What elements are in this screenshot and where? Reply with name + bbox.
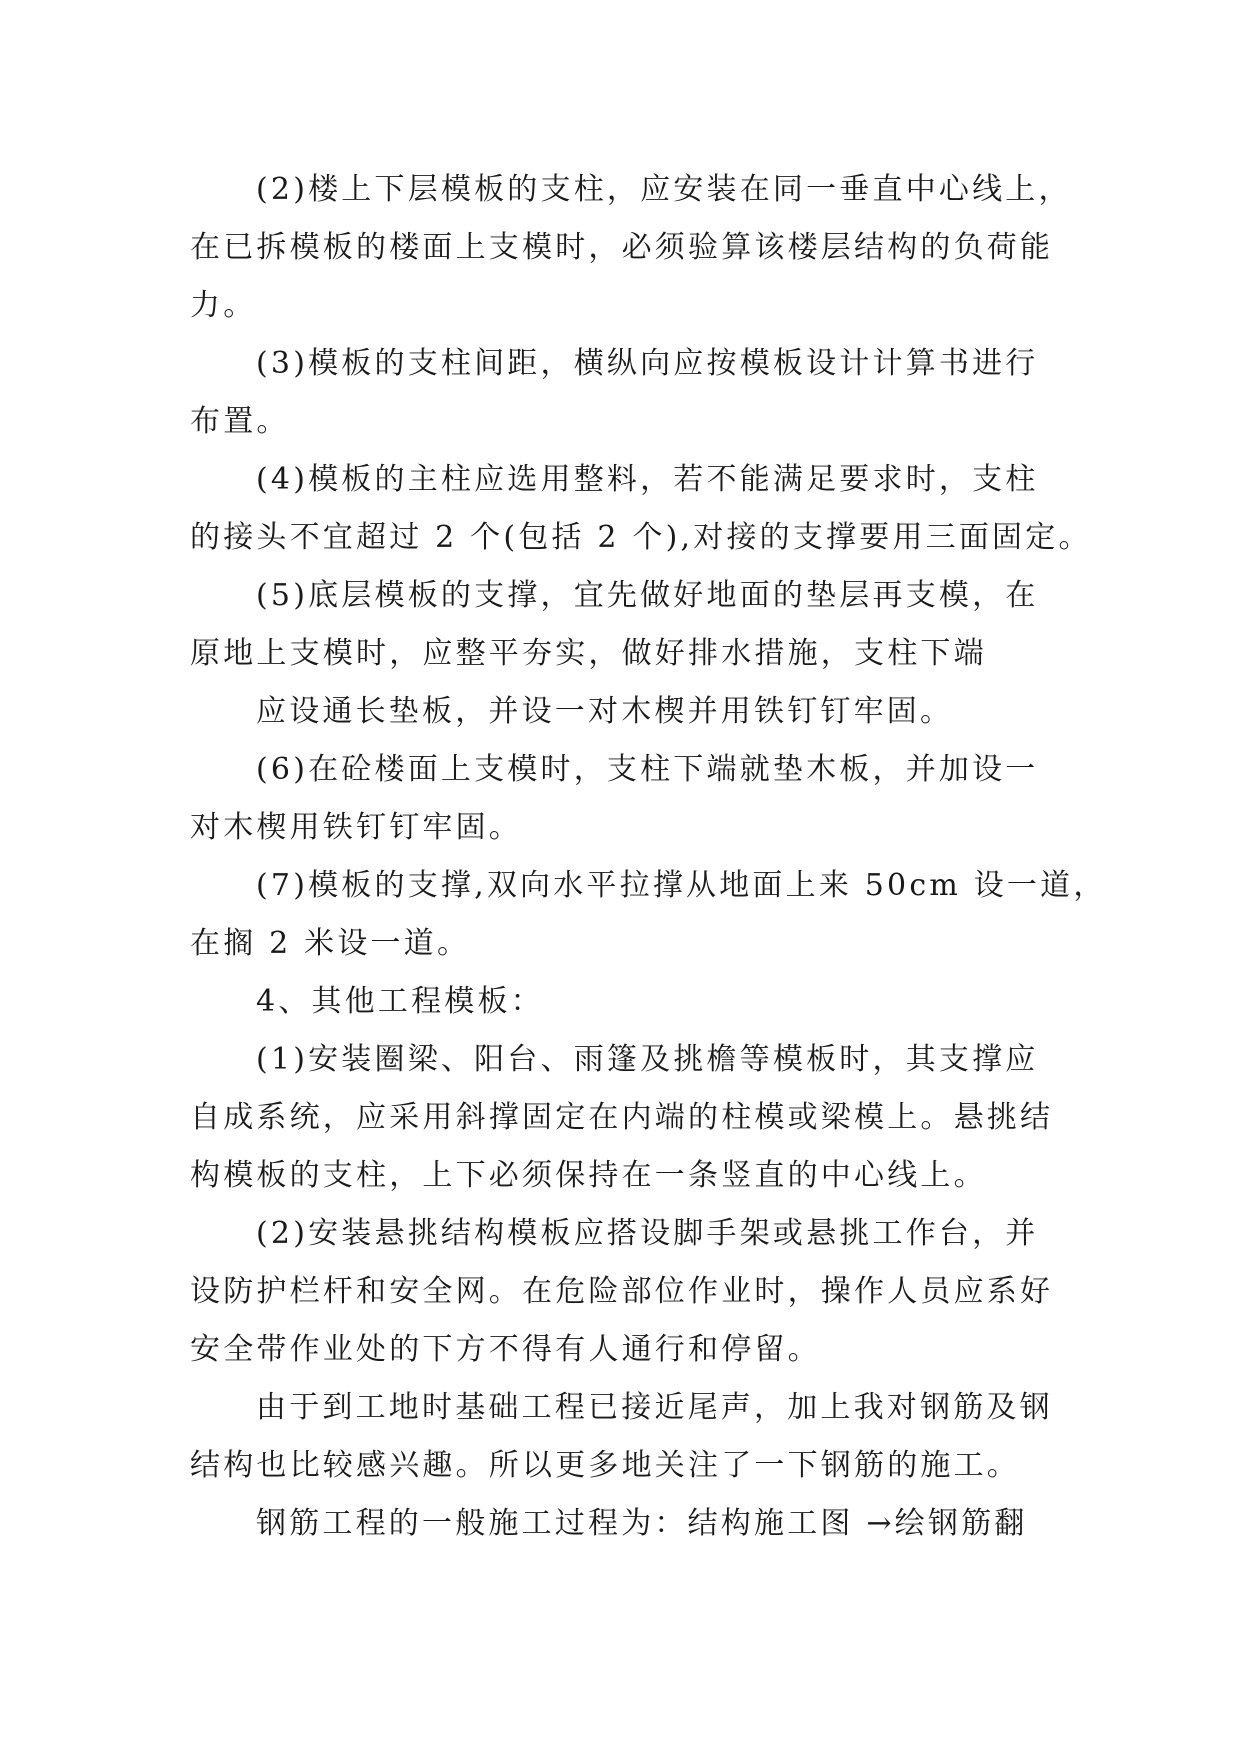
text-line: 自成系统，应采用斜撑固定在内端的柱模或梁模上。悬挑结 (190, 1100, 1054, 1135)
section-heading: 4、其他工程模板： (256, 984, 544, 1019)
text-line: (2)安装悬挑结构模板应搭设脚手架或悬挑工作台，并 (256, 1216, 1039, 1251)
text-line: 布置。 (190, 404, 290, 439)
text-line: 的接头不宜超过 2 个(包括 2 个),对接的支撑要用三面固定。 (190, 520, 1092, 555)
text-line: 构模板的支柱，上下必须保持在一条竖直的中心线上。 (190, 1158, 987, 1193)
text-line: 设防护栏杆和安全网。在危险部位作业时，操作人员应系好 (190, 1274, 1054, 1309)
text-line: 钢筋工程的一般施工过程为：结构施工图 →绘钢筋翻 (256, 1506, 1028, 1541)
text-line: (1)安装圈梁、阳台、雨篷及挑檐等模板时，其支撑应 (256, 1042, 1039, 1077)
text-line: (2)楼上下层模板的支柱，应安装在同一垂直中心线上， (256, 172, 1072, 207)
text-line: (5)底层模板的支撑，宜先做好地面的垫层再支模，在 (256, 578, 1039, 613)
text-line: (6)在砼楼面上支模时，支柱下端就垫木板，并加设一 (256, 752, 1039, 787)
text-line: 原地上支模时，应整平夯实，做好排水措施，支柱下端 (190, 636, 987, 671)
document-body (190, 161, 1107, 1553)
text-line: 结构也比较感兴趣。所以更多地关注了一下钢筋的施工。 (190, 1448, 1020, 1483)
text-line: 应设通长垫板，并设一对木楔并用铁钉钉牢固。 (256, 694, 954, 729)
text-line: 对木楔用铁钉钉牢固。 (190, 810, 522, 845)
text-line: 在搁 2 米设一道。 (190, 926, 471, 961)
text-line: 安全带作业处的下方不得有人通行和停留。 (190, 1332, 821, 1367)
text-line: 在已拆模板的楼面上支模时，必须验算该楼层结构的负荷能 (190, 230, 1054, 265)
text-line: (7)模板的支撑,双向水平拉撑从地面上来 50cm 设一道， (256, 868, 1107, 903)
text-line: 由于到工地时基础工程已接近尾声，加上我对钢筋及钢 (256, 1390, 1053, 1425)
text-line: (3)模板的支柱间距，横纵向应按模板设计计算书进行 (256, 346, 1039, 381)
text-line: 力。 (190, 288, 257, 323)
text-line: (4)模板的主柱应选用整料，若不能满足要求时，支柱 (256, 462, 1039, 497)
